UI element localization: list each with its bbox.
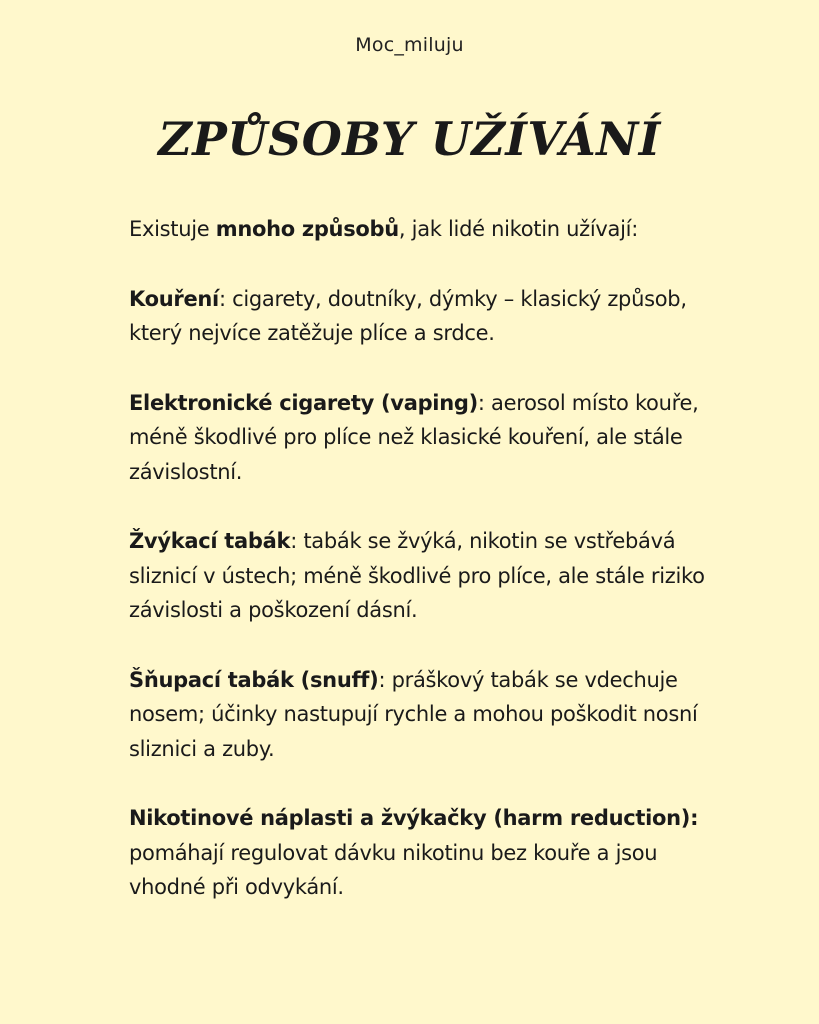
item-description: pomáhají regulovat dávku nikotinu bez kouře a jsou vhodné při odvykání.: [129, 840, 658, 899]
item-description: : aerosol místo kouře, méně škodlivé pro plíce než klasické kouření, ale stále závislostní.: [129, 390, 699, 484]
account-handle: Moc_miluju: [355, 34, 464, 56]
page-title: ZPŮSOBY UŽÍVÁNÍ: [158, 112, 661, 166]
item-description: : tabák se žvýká, nikotin se vstřebává sliznicí v ústech; méně škodlivé pro plíce, ale stále riziko závislosti a poškození dásní.: [129, 529, 705, 622]
content-body: [129, 212, 729, 940]
intro-bold-text: mnoho způsobů: [215, 217, 399, 241]
intro-text-start: Existuje: [129, 217, 216, 241]
item-term: Žvýkací tabák: [129, 529, 291, 553]
item-description: : cigarety, doutníky, dýmky – klasický způsob, který nejvíce zatěžuje plíce a srdce.: [129, 286, 687, 345]
intro-text-end: , jak lidé nikotin užívají:: [398, 217, 638, 241]
item-smoking: [129, 282, 729, 351]
item-description: : práškový tabák se vdechuje nosem; účinky nastupují rychle a mohou poškodit nosní sliznici a zuby.: [129, 667, 698, 761]
item-nicotine-patches: [129, 801, 729, 905]
item-e-cigarettes: [129, 386, 729, 490]
item-term: Šňupací tabák (snuff): [129, 667, 379, 692]
item-term: Nikotinové náplasti a žvýkačky (harm reduction):: [129, 806, 699, 830]
intro-paragraph: [129, 212, 729, 247]
item-term: Kouření: [129, 286, 219, 311]
item-chewing-tobacco: [129, 524, 729, 628]
item-snuff: [129, 663, 729, 767]
item-term: Elektronické cigarety (vaping): [129, 390, 478, 415]
